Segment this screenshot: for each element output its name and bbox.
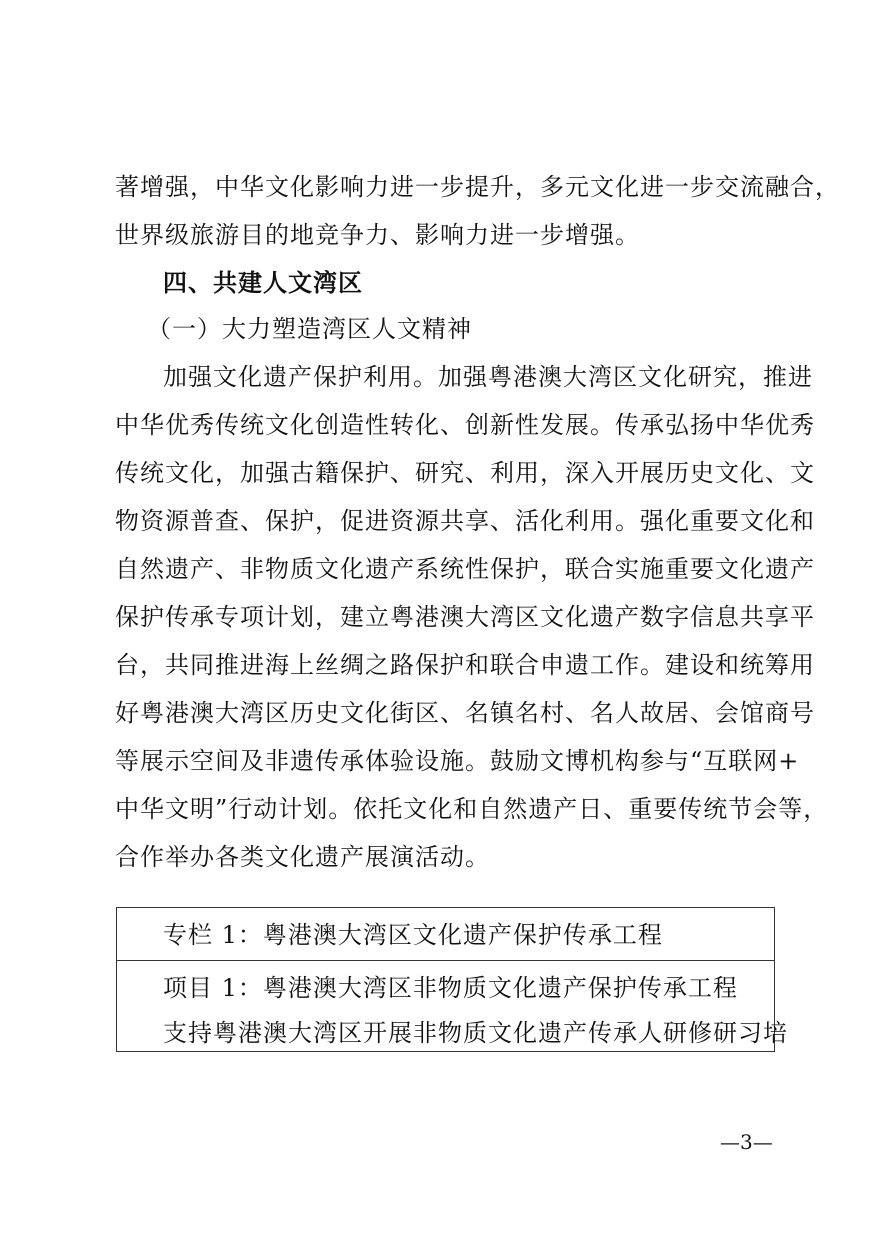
column-box-title: 专栏 1：粤港澳大湾区文化遗产保护传承工程 [163,921,663,949]
paragraph-line: 物资源普查、保护，促进资源共享、活化利用。强化重要文化和 [115,507,815,535]
column-box-item-title: 项目 1：粤港澳大湾区非物质文化遗产保护传承工程 [163,974,738,1002]
paragraph-line: 合作举办各类文化遗产展演活动。 [115,843,490,871]
paragraph-line: 加强文化遗产保护利用。加强粤港澳大湾区文化研究，推进 [163,363,813,391]
paragraph-line: 好粤港澳大湾区历史文化街区、名镇名村、名人故居、会馆商号 [115,699,815,727]
page-number: —3— [720,1130,773,1154]
paragraph-line: 自然遗产、非物质文化遗产系统性保护，联合实施重要文化遗产 [115,555,815,583]
paragraph-line: 等展示空间及非遗传承体验设施。鼓励文博机构参与“互联网+ [115,747,800,775]
column-box-divider [117,960,774,961]
column-box-item-text: 支持粤港澳大湾区开展非物质文化遗产传承人研修研习培 [163,1019,788,1047]
paragraph-line: 传统文化，加强古籍保护、研究、利用，深入开展历史文化、文 [115,459,815,487]
paragraph-line: 中华文明”行动计划。依托文化和自然遗产日、重要传统节会等， [115,795,829,823]
column-box [116,907,788,1052]
paragraph-line: 台，共同推进海上丝绸之路保护和联合申遗工作。建设和统筹用 [115,651,815,679]
paragraph-line: 世界级旅游目的地竞争力、影响力进一步增强。 [115,221,640,249]
subsection-heading: （一）大力塑造湾区人文精神 [147,315,472,343]
section-heading: 四、共建人文湾区 [163,269,363,297]
paragraph-line: 中华优秀传统文化创造性转化、创新性发展。传承弘扬中华优秀 [115,411,815,439]
paragraph-line: 保护传承专项计划，建立粤港澳大湾区文化遗产数字信息共享平 [115,603,815,631]
paragraph-line: 著增强，中华文化影响力进一步提升，多元文化进一步交流融合， [115,173,840,201]
